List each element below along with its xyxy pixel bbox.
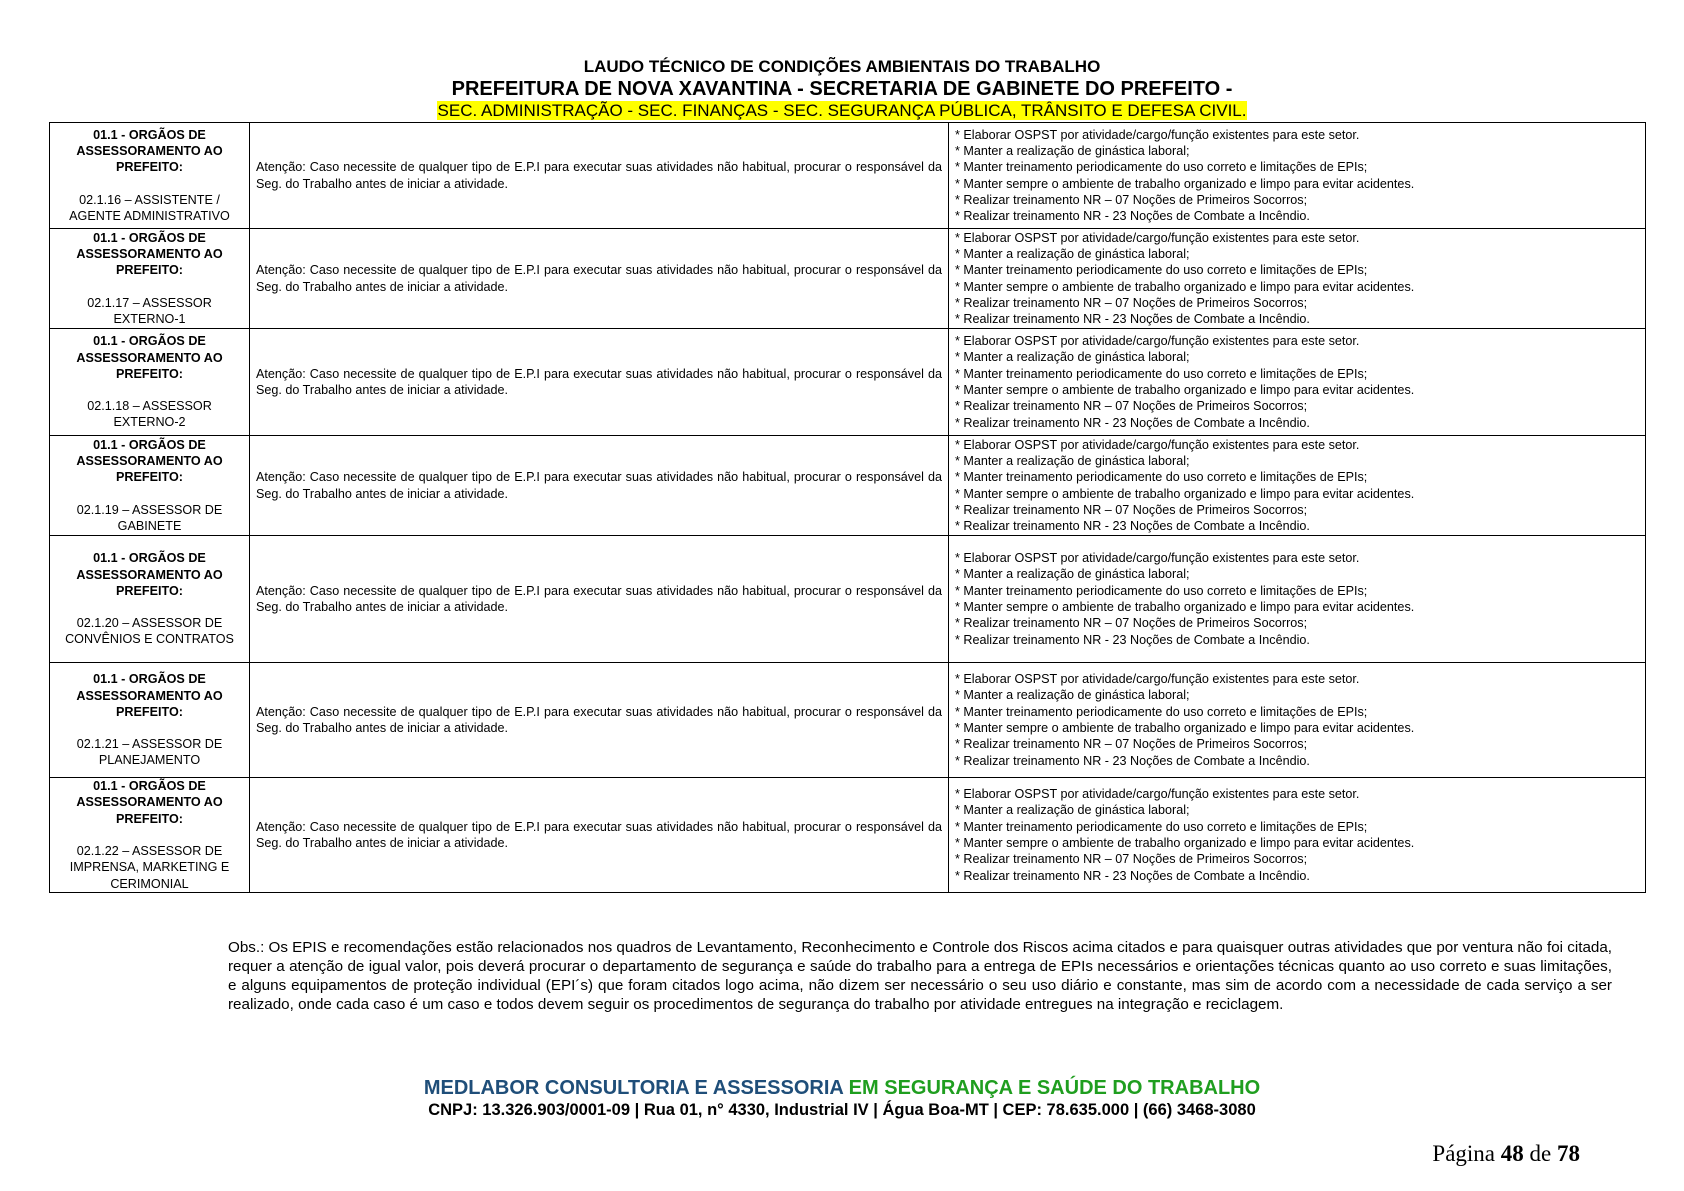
sector-name: 01.1 - ORGÃOS DE ASSESSORAMENTO AO PREFEITO: xyxy=(76,230,223,278)
recommendation-item: * Manter treinamento periodicamente do uso correto e limitações de EPIs; xyxy=(955,470,1368,485)
recommendations-cell xyxy=(949,536,1646,663)
recommendation-item: * Realizar treinamento NR - 23 Noções de Combate a Incêndio. xyxy=(955,312,1310,327)
departments-highlight: SEC. ADMINISTRAÇÃO - SEC. FINANÇAS - SEC. SEGURANÇA PÚBLICA, TRÂNSITO E DEFESA CIVIL. xyxy=(437,101,1247,120)
company-name xyxy=(0,1077,1684,1100)
recommendation-item: * Realizar treinamento NR – 07 Noções de Primeiros Socorros; xyxy=(955,502,1308,517)
recommendations-cell xyxy=(949,229,1646,329)
recommendation-item: * Manter treinamento periodicamente do uso correto e limitações de EPIs; xyxy=(955,583,1368,598)
recommendations-cell xyxy=(949,123,1646,229)
role-name: 02.1.19 – ASSESSOR DE GABINETE xyxy=(76,502,223,533)
sector-name: 01.1 - ORGÃOS DE ASSESSORAMENTO AO PREFEITO: xyxy=(76,437,223,485)
recommendation-item: * Realizar treinamento NR – 07 Noções de Primeiros Socorros; xyxy=(955,399,1308,414)
recommendation-item: * Realizar treinamento NR – 07 Noções de Primeiros Socorros; xyxy=(955,737,1308,752)
report-title: LAUDO TÉCNICO DE CONDIÇÕES AMBIENTAIS DO TRABALHO xyxy=(583,57,1101,76)
role-name: 02.1.22 – ASSESSOR DE IMPRENSA, MARKETING E CERIMONIAL xyxy=(69,844,230,891)
recommendation-item: * Manter treinamento periodicamente do uso correto e limitações de EPIs; xyxy=(955,704,1368,719)
recommendation-item: * Manter sempre o ambiente de trabalho organizado e limpo para evitar acidentes. xyxy=(955,721,1415,735)
recommendation-item: * Realizar treinamento NR - 23 Noções de Combate a Incêndio. xyxy=(955,415,1310,430)
recommendation-item: * Manter a realização de ginástica laboral; xyxy=(955,567,1190,582)
report-subtitle: PREFEITURA DE NOVA XAVANTINA - SECRETARIA DE GABINETE DO PREFEITO - xyxy=(451,78,1233,100)
recommendations-cell xyxy=(949,778,1646,893)
attention-note-cell: Atenção: Caso necessite de qualquer tipo de E.P.I para executar suas atividades não habitual, procurar o responsável da Seg. do Trabalho antes de iniciar a atividade. xyxy=(250,663,949,778)
recommendation-item: * Realizar treinamento NR – 07 Noções de Primeiros Socorros; xyxy=(955,192,1308,207)
recommendation-item: * Realizar treinamento NR - 23 Noções de Combate a Incêndio. xyxy=(955,632,1310,647)
company-name-green: EM SEGURANÇA E SAÚDE DO TRABALHO xyxy=(848,1077,1261,1099)
recommendation-item: * Realizar treinamento NR - 23 Noções de Combate a Incêndio. xyxy=(955,868,1310,883)
table-row xyxy=(50,778,1646,893)
recommendation-item: * Realizar treinamento NR – 07 Noções de Primeiros Socorros; xyxy=(955,616,1308,631)
sector-name: 01.1 - ORGÃOS DE ASSESSORAMENTO AO PREFEITO: xyxy=(76,551,223,598)
company-name-blue: MEDLABOR CONSULTORIA E ASSESSORIA xyxy=(423,1077,844,1099)
recommendation-item: * Manter sempre o ambiente de trabalho organizado e limpo para evitar acidentes. xyxy=(955,383,1415,397)
table-body xyxy=(50,123,1646,893)
recommendation-item: * Elaborar OSPST por atividade/cargo/função existentes para este setor. xyxy=(955,672,1360,687)
page-total: 78 xyxy=(1557,1141,1580,1166)
page-current: 48 xyxy=(1500,1141,1524,1166)
company-contact: CNPJ: 13.326.903/0001-09 | Rua 01, n° 4330, Industrial IV | Água Boa-MT | CEP: 78.635.000 | (66) 3468-3080 xyxy=(428,1101,1256,1119)
table-row xyxy=(50,229,1646,329)
recommendation-item: * Manter treinamento periodicamente do uso correto e limitações de EPIs; xyxy=(955,366,1368,381)
attention-note-cell: Atenção: Caso necessite de qualquer tipo de E.P.I para executar suas atividades não habitual, procurar o responsável da Seg. do Trabalho antes de iniciar a atividade. xyxy=(250,536,949,663)
recommendations-cell xyxy=(949,436,1646,536)
recommendation-item: * Realizar treinamento NR – 07 Noções de Primeiros Socorros; xyxy=(955,852,1308,867)
page-label: Página xyxy=(1432,1141,1496,1166)
sector-role-cell xyxy=(50,778,250,893)
table-row xyxy=(50,329,1646,436)
table-row xyxy=(50,536,1646,663)
sector-role-cell xyxy=(50,329,250,436)
recommendations-cell xyxy=(949,663,1646,778)
sector-name: 01.1 - ORGÃOS DE ASSESSORAMENTO AO PREFEITO: xyxy=(76,779,223,826)
recommendations-table xyxy=(49,122,1646,893)
sector-role-cell xyxy=(50,123,250,229)
recommendation-item: * Elaborar OSPST por atividade/cargo/função existentes para este setor. xyxy=(955,551,1360,566)
recommendation-item: * Manter a realização de ginástica laboral; xyxy=(955,688,1190,703)
sector-name: 01.1 - ORGÃOS DE ASSESSORAMENTO AO PREFEITO: xyxy=(76,672,223,719)
attention-note-cell: Atenção: Caso necessite de qualquer tipo de E.P.I para executar suas atividades não habitual, procurar o responsável da Seg. do Trabalho antes de iniciar a atividade. xyxy=(250,778,949,893)
attention-note-cell: Atenção: Caso necessite de qualquer tipo de E.P.I para executar suas atividades não habitual, procurar o responsável da Seg. do Trabalho antes de iniciar a atividade. xyxy=(250,436,949,536)
recommendation-item: * Manter a realização de ginástica laboral; xyxy=(955,453,1190,468)
sector-role-cell xyxy=(50,663,250,778)
role-name: 02.1.17 – ASSESSOR EXTERNO-1 xyxy=(87,295,212,326)
observation-note: Obs.: Os EPIS e recomendações estão relacionados nos quadros de Levantamento, Reconhecimento e Controle dos Riscos acima citados e para quaisquer outras atividades que por ventura não foi citada, requer a atenção de igual valor, pois deverá procurar o departamento de segurança e saúde do trabalho para a entrega de EPIs necessários e orientações técnicas quanto ao uso correto e suas limitações, e alguns equipamentos de proteção individual (EPI´s) que foram citados logo acima, não dizem ser necessário o seu uso diário e constante, mas sim de acordo com a necessidade de cada serviço a ser realizado, onde cada caso é um caso e todos devem seguir os procedimentos de segurança do trabalho por atividade entregues na integração e reciclagem. xyxy=(228,939,1612,1013)
recommendation-item: * Manter sempre o ambiente de trabalho organizado e limpo para evitar acidentes. xyxy=(955,836,1415,850)
recommendation-item: * Manter a realização de ginástica laboral; xyxy=(955,246,1190,261)
recommendation-item: * Manter sempre o ambiente de trabalho organizado e limpo para evitar acidentes. xyxy=(955,176,1415,191)
recommendation-item: * Manter a realização de ginástica laboral; xyxy=(955,143,1190,158)
recommendation-item: * Realizar treinamento NR - 23 Noções de Combate a Incêndio. xyxy=(955,519,1310,534)
recommendation-item: * Manter a realização de ginástica laboral; xyxy=(955,803,1190,818)
recommendations-cell xyxy=(949,329,1646,436)
recommendation-item: * Elaborar OSPST por atividade/cargo/função existentes para este setor. xyxy=(955,230,1360,245)
attention-note-cell: Atenção: Caso necessite de qualquer tipo de E.P.I para executar suas atividades não habitual, procurar o responsável da Seg. do Trabalho antes de iniciar a atividade. xyxy=(250,329,949,436)
sector-name: 01.1 - ORGÃOS DE ASSESSORAMENTO AO PREFEITO: xyxy=(76,127,223,175)
role-name: 02.1.20 – ASSESSOR DE CONVÊNIOS E CONTRATOS xyxy=(65,616,234,647)
table-row xyxy=(50,663,1646,778)
recommendation-item: * Elaborar OSPST por atividade/cargo/função existentes para este setor. xyxy=(955,787,1360,802)
recommendation-item: * Realizar treinamento NR - 23 Noções de Combate a Incêndio. xyxy=(955,753,1310,768)
attention-note-cell: Atenção: Caso necessite de qualquer tipo de E.P.I para executar suas atividades não habitual, procurar o responsável da Seg. do Trabalho antes de iniciar a atividade. xyxy=(250,229,949,329)
sector-role-cell xyxy=(50,436,250,536)
recommendation-item: * Elaborar OSPST por atividade/cargo/função existentes para este setor. xyxy=(955,127,1360,142)
table-row xyxy=(50,123,1646,229)
recommendation-item: * Manter a realização de ginástica laboral; xyxy=(955,350,1190,365)
recommendation-item: * Manter sempre o ambiente de trabalho organizado e limpo para evitar acidentes. xyxy=(955,279,1415,294)
role-name: 02.1.21 – ASSESSOR DE PLANEJAMENTO xyxy=(76,737,223,768)
recommendation-item: * Manter sempre o ambiente de trabalho organizado e limpo para evitar acidentes. xyxy=(955,486,1415,501)
page-number xyxy=(1432,1141,1580,1167)
recommendation-item: * Realizar treinamento NR - 23 Noções de Combate a Incêndio. xyxy=(955,209,1310,224)
sector-role-cell xyxy=(50,229,250,329)
recommendation-item: * Manter sempre o ambiente de trabalho organizado e limpo para evitar acidentes. xyxy=(955,600,1415,614)
page-of: de xyxy=(1529,1141,1552,1166)
recommendation-item: * Manter treinamento periodicamente do uso correto e limitações de EPIs; xyxy=(955,819,1368,834)
sector-role-cell xyxy=(50,536,250,663)
recommendation-item: * Manter treinamento periodicamente do uso correto e limitações de EPIs; xyxy=(955,263,1368,278)
report-departments xyxy=(0,101,1684,121)
role-name: 02.1.18 – ASSESSOR EXTERNO-2 xyxy=(87,399,212,430)
recommendation-item: * Elaborar OSPST por atividade/cargo/função existentes para este setor. xyxy=(955,334,1360,349)
recommendation-item: * Realizar treinamento NR – 07 Noções de Primeiros Socorros; xyxy=(955,295,1308,310)
sector-name: 01.1 - ORGÃOS DE ASSESSORAMENTO AO PREFEITO: xyxy=(76,334,223,381)
table-row xyxy=(50,436,1646,536)
role-name: 02.1.16 – ASSISTENTE / AGENTE ADMINISTRATIVO xyxy=(69,192,230,223)
attention-note-cell: Atenção: Caso necessite de qualquer tipo de E.P.I para executar suas atividades não habitual, procurar o responsável da Seg. do Trabalho antes de iniciar a atividade. xyxy=(250,123,949,229)
recommendation-item: * Manter treinamento periodicamente do uso correto e limitações de EPIs; xyxy=(955,160,1368,175)
recommendation-item: * Elaborar OSPST por atividade/cargo/função existentes para este setor. xyxy=(955,437,1360,452)
